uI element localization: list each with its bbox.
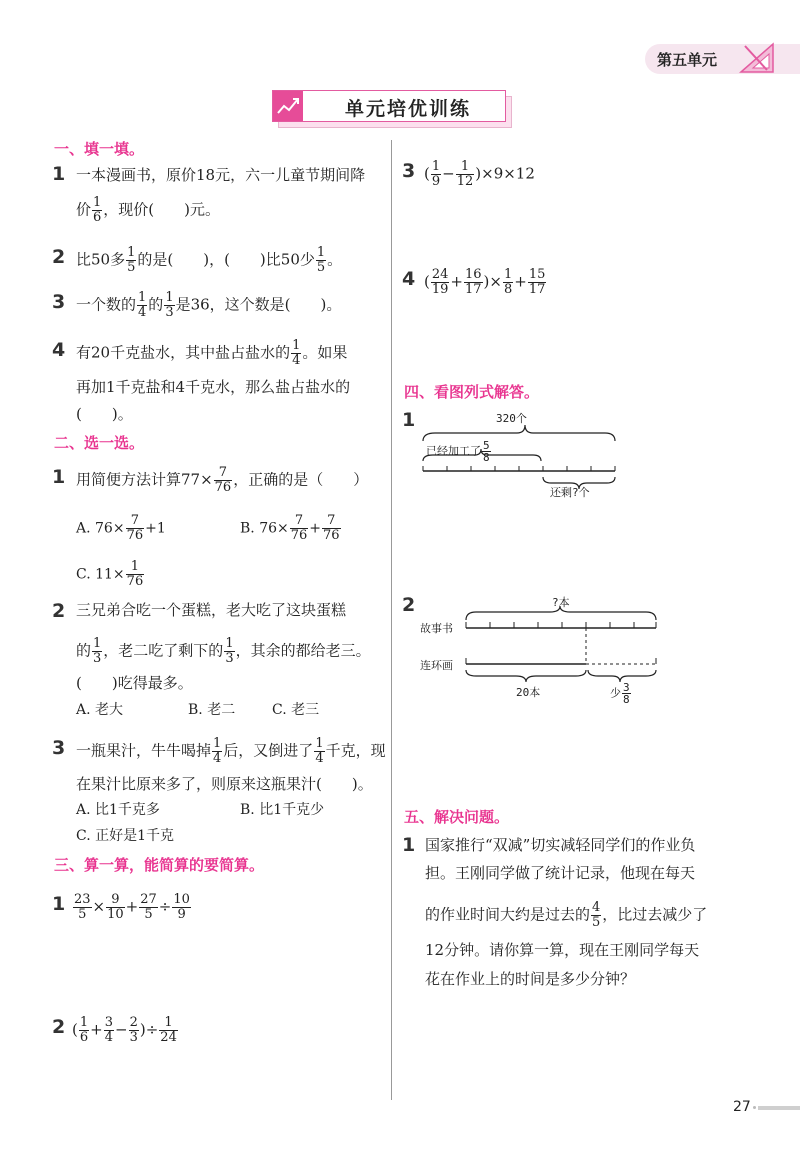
fraction: $\frac{1}{5}$ xyxy=(127,245,136,275)
choose-q2-line1: 三兄弟合吃一个蛋糕，老大吃了这块蛋糕 xyxy=(76,601,347,619)
fraction: $\frac{1}{3}$ xyxy=(165,290,174,320)
choose-q2-option-c[interactable]: C. 老三 xyxy=(272,702,320,718)
diagram2-number: 2 xyxy=(402,594,416,616)
choose-q1-option-b[interactable]: B. 76× $\frac{7}{76}$ + $\frac{7}{76}$ xyxy=(240,513,340,543)
fraction: $\frac{1}{5}$ xyxy=(316,245,326,275)
fill-q4-line3: ( )。 xyxy=(76,405,133,423)
section-diagram: 四、看图列式解答。 xyxy=(404,383,540,401)
fill-q4-number: 4 xyxy=(52,339,66,361)
choose-q1-line: 用简便方法计算77× $\frac{7}{76}$ ，正确的是（ ） xyxy=(76,465,369,495)
solve-q1-line3: 的作业时间大约是过去的 $\frac{4}{5}$ ，比过去减少了 xyxy=(425,900,708,930)
choose-q3-number: 3 xyxy=(52,737,66,759)
calc-q2-expression: ( $\frac{1}{6}$ + $\frac{3}{4}$ − $\frac{2}{3}$ )÷ $\frac{1}{24}$ xyxy=(72,1015,177,1045)
fraction: $\frac{1}{6}$ xyxy=(93,195,102,225)
diagram1-done-label: 已经加工了 $\frac{5}{8}$ xyxy=(426,439,490,464)
fraction: $\frac{1}{4}$ xyxy=(138,290,147,320)
diagram2-row2-label: 连环画 xyxy=(420,659,453,672)
fill-q4-line1: 有20千克盐水，其中盐占盐水的 $\frac{1}{4}$ 。如果 xyxy=(76,338,348,368)
calc-q4-number: 4 xyxy=(402,268,416,290)
column-divider xyxy=(391,140,392,1100)
fill-q1-line1: 一本漫画书，原价18元，六一儿童节期间降 xyxy=(76,166,366,184)
diagram2-total-label: ?本 xyxy=(552,596,570,609)
solve-q1-line1: 国家推行“双减”切实减轻同学们的作业负 xyxy=(425,836,696,854)
unit-label: 第五单元 xyxy=(657,51,718,69)
choose-q3-option-c[interactable]: C. 正好是1千克 xyxy=(76,828,175,844)
page-number: 27 xyxy=(733,1099,751,1115)
fill-q2-line: 比50多 $\frac{1}{5}$ 的是( )，( )比50少 $\frac{1}{5}$ 。 xyxy=(76,245,343,275)
fill-q4-line2: 再加1千克盐和4千克水，那么盐占盐水的 xyxy=(76,378,351,396)
section-solve: 五、解决问题。 xyxy=(404,808,510,826)
trend-chart-icon xyxy=(273,91,303,121)
solve-q1-line2: 担。王刚同学做了统计记录，他现在每天 xyxy=(425,864,696,882)
unit-tab xyxy=(645,44,800,74)
fill-q1-number: 1 xyxy=(52,163,66,185)
choose-q2-line2: 的 $\frac{1}{3}$ ，老二吃了剩下的 $\frac{1}{3}$ ，其余的都给老三。 xyxy=(76,636,371,666)
choose-q1-option-a[interactable]: A. 76× $\frac{7}{76}$ +1 xyxy=(76,513,166,543)
solve-q1-line5: 花在作业上的时间是多少分钟？ xyxy=(425,970,636,988)
choose-q1-option-c[interactable]: C. 11× $\frac{1}{76}$ xyxy=(76,559,144,589)
fill-q3-number: 3 xyxy=(52,291,66,313)
diagram1-number: 1 xyxy=(402,409,416,431)
fraction: $\frac{7}{76}$ xyxy=(214,465,232,495)
diagram1-left-label: 还剩?个 xyxy=(550,486,590,499)
calc-q4-expression: ( $\frac{24}{19}$ + $\frac{16}{17}$ )× $\frac{1}{8}$ + $\frac{15}{17}$ xyxy=(424,267,546,297)
calc-q3-number: 3 xyxy=(402,160,416,182)
ruler-triangle-icon xyxy=(737,40,777,76)
calc-q3-expression: ( $\frac{1}{9}$ − $\frac{1}{12}$ )×9×12 xyxy=(424,159,535,189)
fill-q2-number: 2 xyxy=(52,246,66,268)
diagram2-part-label: 20本 xyxy=(516,686,541,699)
choose-q2-number: 2 xyxy=(52,600,66,622)
fill-q1-line2: 价 $\frac{1}{6}$ ，现价( )元。 xyxy=(76,195,221,225)
choose-q3-line2: 在果汁比原来多了，则原来这瓶果汁( )。 xyxy=(76,775,373,793)
section-fill: 一、填一填。 xyxy=(54,140,145,158)
title-banner xyxy=(272,90,512,128)
section-calc: 三、算一算，能简算的要简算。 xyxy=(54,856,265,874)
diagram2-less-label: 少 $\frac{3}{8}$ xyxy=(610,681,630,706)
section-choose: 二、选一选。 xyxy=(54,434,145,452)
choose-q2-option-b[interactable]: B. 老二 xyxy=(188,702,236,718)
solve-q1-number: 1 xyxy=(402,834,416,856)
line-diagram-2 xyxy=(460,600,670,715)
choose-q1-number: 1 xyxy=(52,466,66,488)
choose-q3-line1: 一瓶果汁，牛牛喝掉 $\frac{1}{4}$ 后，又倒进了 $\frac{1}{4}$ 千克，现 xyxy=(76,736,386,766)
page-bar xyxy=(758,1106,800,1110)
calc-q1-expression: $\frac{23}{5}$ × $\frac{9}{10}$ + $\frac{27}{5}$ ÷ $\frac{10}{9}$ xyxy=(74,892,190,922)
choose-q2-line3: ( )吃得最多。 xyxy=(76,674,193,692)
choose-q3-option-a[interactable]: A. 比1千克多 xyxy=(76,802,160,818)
calc-q1-number: 1 xyxy=(52,893,66,915)
choose-q2-option-a[interactable]: A. 老大 xyxy=(76,702,124,718)
fraction: $\frac{1}{4}$ xyxy=(292,338,301,368)
page-title: 单元培优训练 xyxy=(344,98,471,120)
choose-q3-option-b[interactable]: B. 比1千克少 xyxy=(240,802,325,818)
diagram1-total-label: 320个 xyxy=(496,412,527,425)
calc-q2-number: 2 xyxy=(52,1016,66,1038)
fill-q3-line: 一个数的 $\frac{1}{4}$ 的 $\frac{1}{3}$ 是36，这个数是( )。 xyxy=(76,290,342,320)
diagram2-row1-label: 故事书 xyxy=(420,622,453,635)
page-dot xyxy=(753,1106,756,1109)
solve-q1-line4: 12分钟。请你算一算，现在王刚同学每天 xyxy=(425,941,700,959)
